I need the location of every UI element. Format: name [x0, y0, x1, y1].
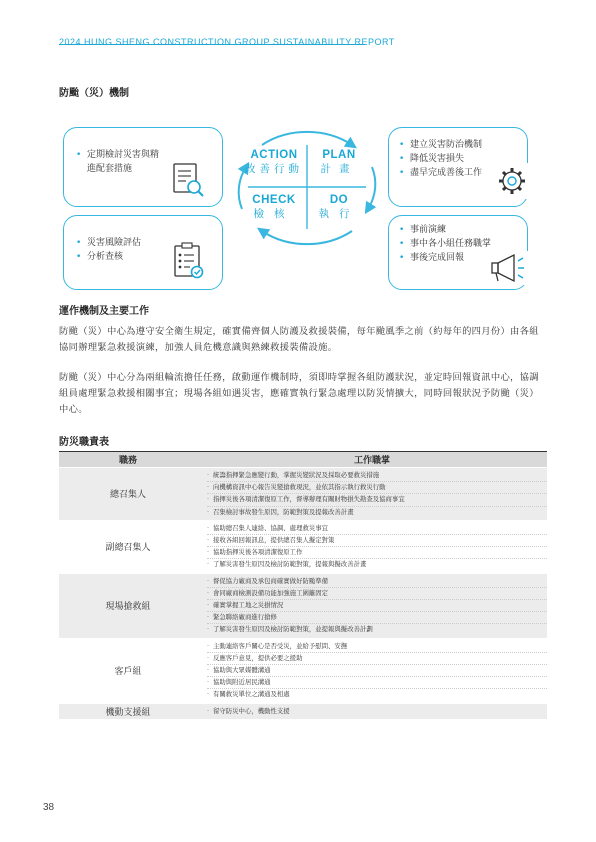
- duty-item: · 有關救災單位之溝通及相處: [207, 689, 547, 700]
- duties-table-body: [59, 468, 547, 720]
- table-header-role: 職務: [59, 452, 197, 468]
- paragraph-operation-2: 防颱（災）中心分為兩組輪流擔任任務，啟動運作機制時，須即時掌握各組防護狀況，並定時回報資訊中心，協調組員處理緊急救援相關事宜；現場各組如遇災害，應確實執行緊急處理以防災情擴大，同時回報狀況予防颱（災）中心。: [59, 372, 539, 415]
- duty-item: · 反應客戶意見，提供必要之援助: [207, 653, 547, 665]
- table-cell-role: 客戶組: [59, 638, 197, 703]
- report-header: [59, 30, 395, 47]
- section-title-duties-table: 防災職責表: [59, 437, 109, 448]
- duty-item: · 留守防災中心，機動性支援: [207, 706, 547, 717]
- duty-item: · 召集檢討事故發生原因，防範對策及提報改善計畫: [207, 507, 547, 518]
- gear-icon: [494, 163, 530, 199]
- pdca-check: CHECK 檢核: [252, 194, 296, 220]
- document-search-icon: [169, 160, 209, 202]
- table-cell-role: 機動支援組: [59, 703, 197, 719]
- megaphone-icon: [488, 251, 528, 285]
- duty-item: · 協助與附近居民溝通: [207, 677, 547, 689]
- duty-item: · 了解災害發生原因及檢討防範對策，並提報與擬改善計劃: [207, 624, 547, 635]
- duty-item: · 主動連絡客戶關心是否受災，並給予慰問、安撫: [207, 641, 547, 653]
- table-cell-role: 現場搶救組: [59, 573, 197, 638]
- box-item: • 災害風險評估: [76, 236, 222, 250]
- duty-item: · 協助與大眾媒體溝通: [207, 665, 547, 677]
- duty-item: · 協助指揮災後各項清潔復原工作: [207, 547, 547, 559]
- table-cell-role: 總召集人: [59, 468, 197, 521]
- table-row: [59, 703, 547, 719]
- section-title-mechanism: 防颱（災）機制: [59, 88, 129, 99]
- box-item: • 分析查核: [76, 250, 222, 264]
- duty-item: · 接收各組回報訊息，提供總召集人擬定對策: [207, 535, 547, 547]
- duty-item: · 確實掌握工地之災損情況: [207, 600, 547, 612]
- page-number: 38: [43, 802, 55, 813]
- table-cell-duties: [197, 703, 547, 719]
- table-cell-duties: [197, 573, 547, 638]
- box-item: 進配套措施: [87, 164, 133, 174]
- pdca-cycle: [232, 127, 382, 247]
- pdca-cycle-graphic: [232, 127, 382, 247]
- duty-item: · 督促協力廠商及承包商確實做好防颱準備: [207, 576, 547, 588]
- box-item: • 降低災害損失: [399, 152, 527, 166]
- table-cell-duties: [197, 638, 547, 703]
- box-item: • 盡早完成善後工作: [399, 166, 527, 180]
- pdca-do: DO 執行: [318, 194, 360, 220]
- duty-item: · 了解災害發生原因及檢討防範對策，提報與擬改善計畫: [207, 559, 547, 570]
- report-header-title: 2024 HUNG SHENG CONSTRUCTION GROUP SUSTAINABILITY REPORT: [59, 37, 395, 47]
- duty-item: · 協助總召集人連絡、協調、處理救災事宜: [207, 523, 547, 535]
- duty-item: · 會同廠商檢測設備功能加強施工圍籬固定: [207, 588, 547, 600]
- box-item: • 事前演練: [399, 223, 527, 237]
- table-header-duties: 工作職掌: [197, 452, 547, 468]
- checklist-icon: [169, 240, 209, 282]
- duty-item: · 向機構資訊中心報告災變搶救現況，並依其指示執行救災行動: [207, 482, 547, 494]
- pdca-plan: PLAN 計畫: [320, 149, 358, 175]
- box-item: • 定期檢討災害與精: [76, 148, 222, 162]
- table-cell-duties: [197, 520, 547, 573]
- table-row: [59, 573, 547, 638]
- duty-item: · 統籌指揮緊急應變行動，掌握災變狀況及採取必要救災措施: [207, 470, 547, 482]
- section-title-operation: 運作機制及主要工作: [59, 306, 149, 317]
- paragraph-operation-1: 防颱（災）中心為遵守安全衛生規定，確實備齊個人防護及救援裝備，每年颱風季之前（約每年的四月份）由各組協同辦理緊急救援演練，加強人員危機意識與熟練救援裝備設施。: [59, 326, 539, 353]
- table-row: [59, 638, 547, 703]
- duties-table: [59, 451, 547, 720]
- box-item: • 建立災害防治機制: [399, 138, 527, 152]
- table-row: [59, 468, 547, 521]
- table-cell-duties: [197, 468, 547, 521]
- table-cell-role: 副總召集人: [59, 520, 197, 573]
- box-item: • 事中各小組任務職掌: [399, 237, 527, 251]
- duty-item: · 緊急聯絡廠商進行搶修: [207, 612, 547, 624]
- box-item: • 事後完成回報: [399, 251, 527, 265]
- table-row: [59, 520, 547, 573]
- pdca-action: ACTION 改善行動: [245, 149, 303, 175]
- duty-item: · 指揮災後各項清潔復原工作，督導辦理有關財物損失勘查及協商事宜: [207, 494, 547, 506]
